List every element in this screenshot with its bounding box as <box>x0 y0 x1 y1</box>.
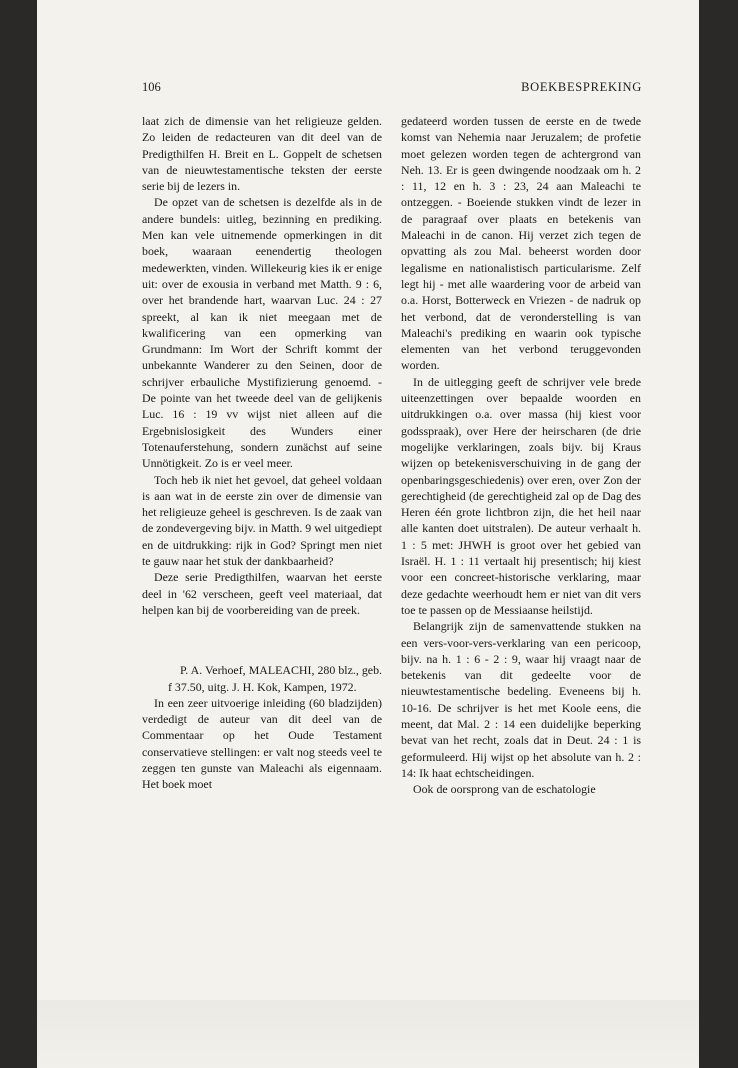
paragraph: In de uitlegging geeft de schrijver vele brede uiteenzettingen over bepaalde woorden en uitdrukkingen o.a. over massa (hij kiest voor godsspraak), over Here der heirscharen (de drie mogelijke verklaringen, zoals bijv. bij Kraus wijzen op betekenisverschuiving in de gang der openbaringsgeschiedenis) over eren, over Zon der gerechtigheid (de gerechtigheid zal op de Dag des Heren één grote lichtbron zijn, die het heil naar alle kanten doet uitstralen). De auteur verhaalt h. 1 : 5 met: JHWH is groot over het gebied van Israël. H. 1 : 11 vertaalt hij presentisch; hij kiest voor een concreet-historische verklaring, maar deze gedachte weerhoudt hem er niet van dit vers toe te passen op de Messiaanse heilstijd. <box>401 374 641 617</box>
paragraph: laat zich de dimensie van het religieuze gelden. Zo leiden de redacteuren van dit deel van de Predigthilfen H. Breit en L. Goppelt de schetsen van de nieuwtestamentische teksten der eerste serie bij de lezers in. <box>142 114 382 194</box>
right-column <box>401 113 641 797</box>
paragraph: Toch heb ik niet het gevoel, dat geheel voldaan is aan wat in de eerste zin over de dimensie van het religieuze geheel is geschreven. Is de zaak van de zondevergeving bijv. in Matth. 9 wel uitgediept en de uitdrukking: rijk in God? Springt men niet te gauw naar het stuk der dankbaarheid? <box>142 472 382 569</box>
page-header <box>142 80 642 98</box>
left-column <box>142 113 382 793</box>
section-gap <box>142 618 382 662</box>
page-bottom-edge <box>37 1000 699 1068</box>
book-entry: P. A. Verhoef, MALEACHI, 280 blz., geb. f 37.50, uitg. J. H. Kok, Kampen, 1972. <box>168 663 382 694</box>
paragraph: Belangrijk zijn de samenvattende stukken na een vers-voor-vers-verklaring van een pericoop, bijv. na h. 1 : 6 - 2 : 9, waar hij vraagt naar de betekenis van dit gedeelte voor de nieuwtestamentische bedeling. Eveneens bij h. 10-16. De schrijver is het met Koole eens, die meent, dat Mal. 2 : 14 een duidelijke beperking bevat van het recht, zoals dat in Deut. 24 : 1 is geformuleerd. Hij wijst op het absolute van h. 2 : 14: Ik haat echtscheidingen. <box>401 619 641 780</box>
paragraph: gedateerd worden tussen de eerste en de twede komst van Nehemia naar Jeruzalem; de profetie moet gelezen worden tegen de achtergrond van Neh. 13. Er is geen dwingende noodzaak om h. 2 : 11, 12 en h. 3 : 23, 24 aan Maleachi te ontzeggen. - Boeiende stukken vindt de lezer in de paragraaf over plaats en betekenis van Maleachi in de canon. Hij verzet zich tegen de opvatting als zou Mal. beheerst worden door legalisme en nationalistisch particularisme. Zelf legt hij - met alle waardering voor de arbeid van o.a. Horst, Botterweck en Vriezen - de nadruk op het verbond, dat de veronderstelling is van Maleachi's prediking en waarin ook typische elementen van het verbond teruggevonden worden. <box>401 114 641 373</box>
paragraph: Ook de oorsprong van de eschatologie <box>413 782 596 797</box>
review-paragraph: In een zeer uitvoerige inleiding (60 bladzijden) verdedigt de auteur van dit deel van de Commentaar op het Oude Testament conservatieve stellingen: er valt nog steeds veel te zeggen ten gunste van Maleachi als eigennaam. Het boek moet <box>142 695 382 792</box>
paragraph: De opzet van de schetsen is dezelfde als in de andere bundels: uitleg, bezinning en prediking. Men kan vele uitnemende opmerkingen in dit boek, waaraan eenendertig theologen medewerkten, vinden. Willekeurig kies ik er enige uit: over de exousia in verband met Matth. 9 : 6, over het brandende hart, waarvan Luc. 24 : 27 spreekt, al kan ik niet meegaan met de kwalificering van een opmerking van Grundmann: Im Wort der Schrift kommt der unbekannte Wanderer zu den Seinen, door de schrijver erbauliche Mystifizierung genoemd. - De pointe van het tweede deel van de gelijkenis Luc. 16 : 19 vv wijst niet alleen auf die Ergebnislosigkeit des Wunders einer Totenauferstehung, sondern zunächst auf seine Unnötigkeit. Zo is er veel meer. <box>142 195 382 471</box>
running-head: BOEKBESPREKING <box>521 80 642 94</box>
page-number: 106 <box>142 80 161 94</box>
paragraph: Deze serie Predigthilfen, waarvan het eerste deel in '62 verscheen, geeft veel materiaal, dat helpen kan bij de voorbereiding van de preek. <box>142 570 382 617</box>
